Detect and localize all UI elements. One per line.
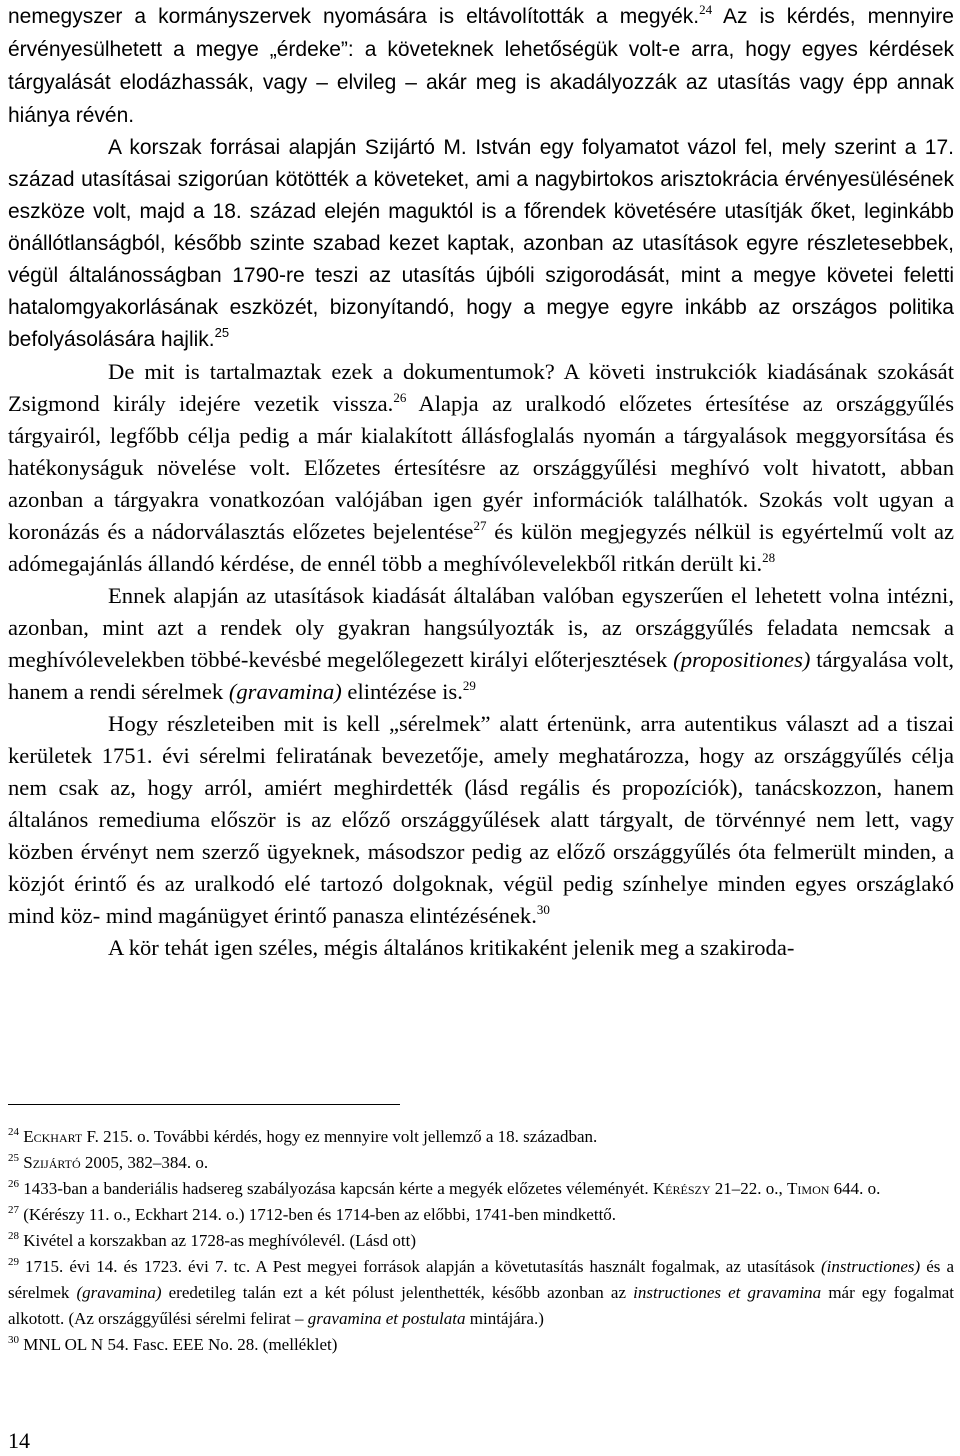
footnote-text: 1433-ban a banderiális hadsereg szabályozása kapcsán kérte a megyék előzetes véleményét. <box>19 1179 653 1198</box>
footnote-number: 30 <box>8 1334 19 1346</box>
author-name: Szijártó <box>23 1153 81 1172</box>
italic-term: instructiones et gravamina <box>633 1283 822 1302</box>
document-page <box>8 0 954 1354</box>
footnote-ref-24[interactable]: 24 <box>699 2 713 17</box>
footnote-text: 2005, 382–384. o. <box>80 1153 209 1172</box>
italic-term: gravamina et postulata <box>307 1309 466 1328</box>
paragraph-4-text-cont: tárgyalása volt, hanem a rendi sérelmek <box>8 647 954 704</box>
footnote-ref-28[interactable]: 28 <box>762 550 776 565</box>
footnote-ref-26[interactable]: 26 <box>393 390 407 405</box>
footnote-number: 25 <box>8 1152 19 1164</box>
paragraph-5-text: Hogy részleteiben mit is kell „sérelmek” alatt értenünk, arra autentikus választ ad a tiszai kerületek 1751. évi sérelmi feliratának bevezetője, amely meghatározza, hogy az országgyűlés célja nem csak az, hogy arról, amiért meghirdették (lásd regális és propozíciók), tanácskozzon, hanem általános remediuma először is az előző országgyűlések alatt tárgyalt, de törvénnyé nem lett, vagy közben érvényt nem szerző ügyeknek, másodszor pedig az előző országgyűlés óta felmerült minden, a közjót érintő és az uralkodó elé tartozó dolgoknak, végül pedig színhelye minden egyes országlakó mind köz- mind magánügyet érintő panasza elintézésének. <box>8 711 954 928</box>
footnote-24 <box>8 1124 954 1150</box>
footnote-ref-27[interactable]: 27 <box>473 518 487 533</box>
paragraph-1 <box>8 0 954 132</box>
footnote-text: Kivétel a korszakban az 1728-as meghívólevél. (Lásd ott) <box>19 1231 417 1250</box>
main-text <box>8 0 954 964</box>
footnote-number: 27 <box>8 1204 19 1216</box>
paragraph-3-text-cont2: és külön megjegyzés nélkül is egyértelmű volt az adómegajánlás állandó kérdése, de ennél több a meghívólevelekből ritkán derült ki. <box>8 519 954 576</box>
italic-propositiones: (propositiones) <box>673 647 811 672</box>
italic-gravamina: (gravamina) <box>228 679 342 704</box>
footnote-number: 28 <box>8 1230 19 1242</box>
footnote-text: eredetileg talán ezt a két pólust jelenthették, később azonban az <box>161 1283 634 1302</box>
footnote-number: 26 <box>8 1178 19 1190</box>
paragraph-6 <box>8 932 954 964</box>
footnote-text: már egy fogalmat alkotott. (Az országgyűlési sérelmi felirat – <box>8 1283 954 1328</box>
italic-term: (gravamina) <box>76 1283 162 1302</box>
paragraph-3-text: De mit is tartalmaztak ezek a dokumentumok? A követi instrukciók kiadásának szokását Zsigmond király idejére vezetik vissza. <box>8 359 954 416</box>
italic-term: (instructiones) <box>821 1257 921 1276</box>
footnote-28 <box>8 1228 954 1254</box>
footnote-text: F. 215. o. További kérdés, hogy ez mennyire volt jellemző a 18. században. <box>82 1127 598 1146</box>
paragraph-5 <box>8 708 954 932</box>
footnote-divider <box>8 1104 400 1105</box>
paragraph-2 <box>8 132 954 356</box>
paragraph-6-text: A kör tehát igen széles, mégis általános kritikaként jelenik meg a szakiroda- <box>108 935 795 960</box>
footnote-27 <box>8 1202 954 1228</box>
paragraph-3-text-cont: Alapja az uralkodó előzetes értesítése az országgyűlés tárgyairól, legfőbb célja pedig a már kialakított állásfoglalás nyomán a tárgyalások meggyorsítása és hatékonyságuk növelése volt. Előzetes értesítésre az országgyűlési meghívó volt hivatott, abban azonban a tárgyakra vonatkozóan valójában igen gyér információk találhatók. Szokás volt ugyan a koronázás és a nádorválasztás előzetes bejelentése <box>8 391 954 544</box>
footnote-text: mintájára.) <box>465 1309 544 1328</box>
footnote-ref-30[interactable]: 30 <box>536 902 550 917</box>
footnote-30 <box>8 1332 954 1358</box>
paragraph-1-text: nemegyszer a kormányszervek nyomására is eltávolították a megyék. <box>8 5 700 28</box>
footnote-26 <box>8 1176 954 1202</box>
paragraph-4-text-cont2: elintézése is. <box>341 679 463 704</box>
footnote-29 <box>8 1254 954 1332</box>
footnote-text: MNL OL N 54. Fasc. EEE No. 28. (melléklet) <box>19 1335 338 1354</box>
footnote-text: (Kérészy 11. o., Eckhart 214. o.) 1712-ben és 1714-ben az előbbi, 1741-ben mindkettő. <box>19 1205 617 1224</box>
paragraph-1-text-cont: Az is kérdés, mennyire érvényesülhetett a megye „érdeke”: a követeknek lehetőségük volt-e arra, hogy egyes kérdések tárgyalását elodázhassák, vagy – elvileg – akár meg is akadályozzák az utasítás vagy épp annak hiánya révén. <box>8 5 954 127</box>
footnote-number: 29 <box>8 1256 19 1268</box>
author-name: Eckhart <box>23 1127 83 1146</box>
paragraph-4 <box>8 580 954 708</box>
footnote-number: 24 <box>8 1126 19 1138</box>
footnote-ref-25[interactable]: 25 <box>214 325 230 340</box>
page-number: 14 <box>8 1428 30 1453</box>
paragraph-3 <box>8 356 954 580</box>
footnote-text: 644. o. <box>829 1179 881 1198</box>
footnotes <box>8 1124 954 1358</box>
paragraph-2-text: A korszak forrásai alapján Szijártó M. István egy folyamatot vázol fel, mely szerint a 17. század utasításai szigorúan kötötték a követeket, ami a nagybirtokos arisztokrácia érvényesülésének eszköze volt, majd a 18. század elején maguktól is a főrendek követésére utasítják őket, leginkább önállótlanságból, később szinte szabad kezet kaptak, azonban az utasítások egyre részletesebbek, végül általánosságban 1790-re teszi az utasítás újbóli szigorodását, mint a megye követei feletti hatalomgyakorlásának eszközét, bizonyítandó, hogy a megye egyre inkább az országos politika befolyásolására hajlik. <box>8 136 954 351</box>
footnote-text: és a sérelmek <box>8 1257 954 1302</box>
footnote-25 <box>8 1150 954 1176</box>
footnote-text: 21–22. o., <box>710 1179 788 1198</box>
author-name: Timon <box>787 1179 830 1198</box>
footnote-text: 1715. évi 14. és 1723. évi 7. tc. A Pest megyei források alapján a követutasítás használt fogalmak, az utasítások <box>19 1257 821 1276</box>
paragraph-4-text: Ennek alapján az utasítások kiadását általában valóban egyszerűen el lehetett volna intézni, azonban, mint azt a rendek oly gyakran hangsúlyozták is, az országgyűlés feladata nemcsak a meghívólevelekben többé-kevésbé megelőlegezett királyi előterjesztések <box>8 583 954 672</box>
footnote-ref-29[interactable]: 29 <box>462 678 476 693</box>
author-name: Kérészy <box>652 1179 711 1198</box>
